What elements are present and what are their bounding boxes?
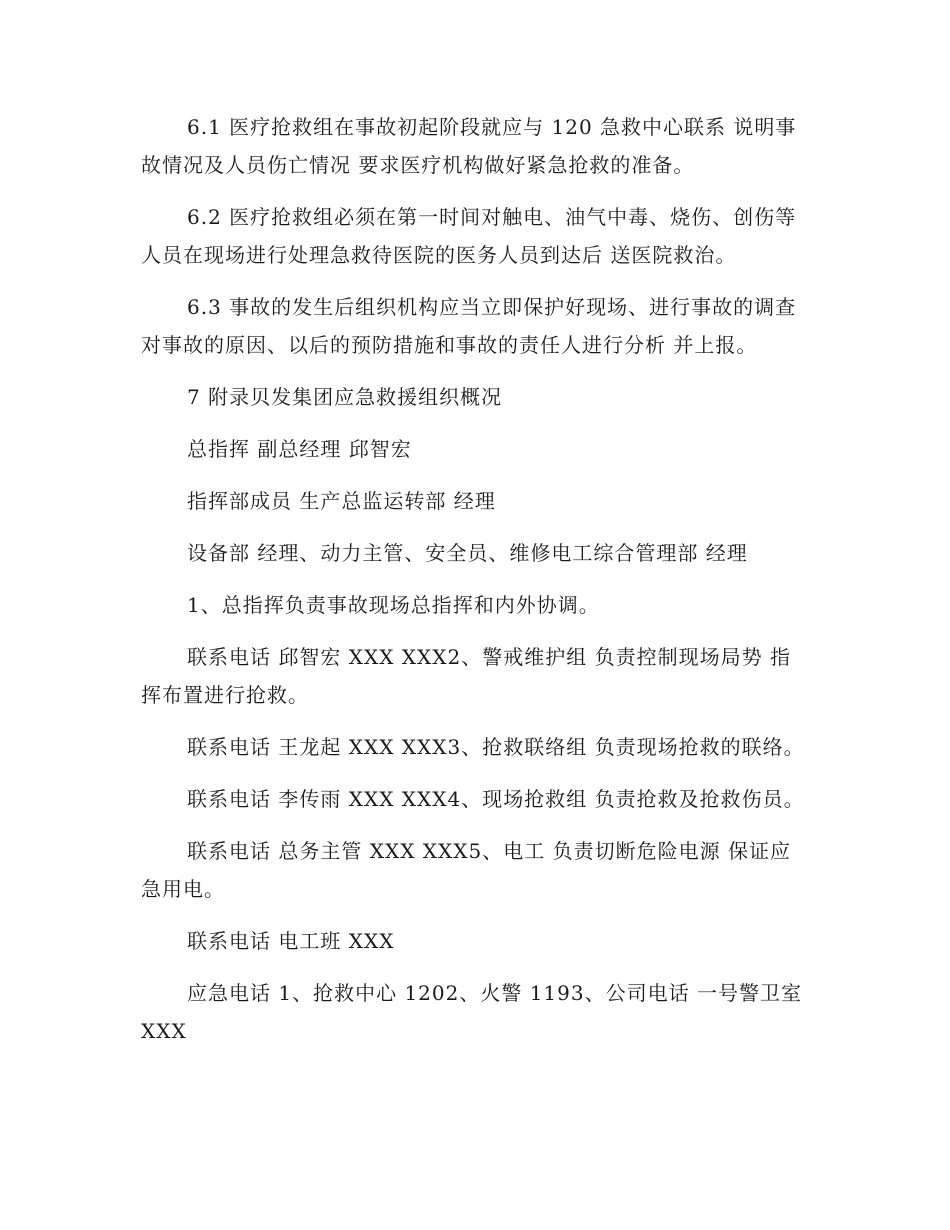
emergency-phones-line: 应急电话 1、抢救中心 1202、火警 1193、公司电话 一号警卫室 XXX [141, 981, 802, 1043]
paragraph-6-1: 6.1 医疗抢救组在事故初起阶段就应与 120 急救中心联系 说明事故情况及人员伤亡情况 要求医疗机构做好紧急抢救的准备。 [141, 115, 797, 177]
contact-line-4: 联系电话 总务主管 XXX XXX5、电工 负责切断危险电源 保证应急用电。 [141, 839, 791, 901]
contact-line-5: 联系电话 电工班 XXX [187, 929, 395, 953]
command-members-line: 指挥部成员 生产总监运转部 经理 [187, 489, 496, 513]
paragraph-6-2: 6.2 医疗抢救组必须在第一时间对触电、油气中毒、烧伤、创伤等人员在现场进行处理急救待医院的医务人员到达后 送医院救治。 [141, 205, 797, 267]
document-body [141, 108, 811, 1064]
commander-line: 总指挥 副总经理 邱智宏 [187, 437, 412, 461]
section-7-heading: 7 附录贝发集团应急救援组织概况 [187, 385, 503, 409]
contact-line-3: 联系电话 李传雨 XXX XXX4、现场抢救组 负责抢救及抢救伤员。 [187, 787, 805, 811]
contact-line-1: 联系电话 邱智宏 XXX XXX2、警戒维护组 负责控制现场局势 指挥布置进行抢救。 [141, 645, 791, 707]
contact-line-2: 联系电话 王龙起 XXX XXX3、抢救联络组 负责现场抢救的联络。 [187, 735, 805, 759]
duty-1-line: 1、总指挥负责事故现场总指挥和内外协调。 [187, 593, 600, 617]
paragraph-6-3: 6.3 事故的发生后组织机构应当立即保护好现场、进行事故的调查对事故的原因、以后的预防措施和事故的责任人进行分析 并上报。 [141, 295, 797, 357]
equipment-dept-line: 设备部 经理、动力主管、安全员、维修电工综合管理部 经理 [187, 541, 748, 565]
